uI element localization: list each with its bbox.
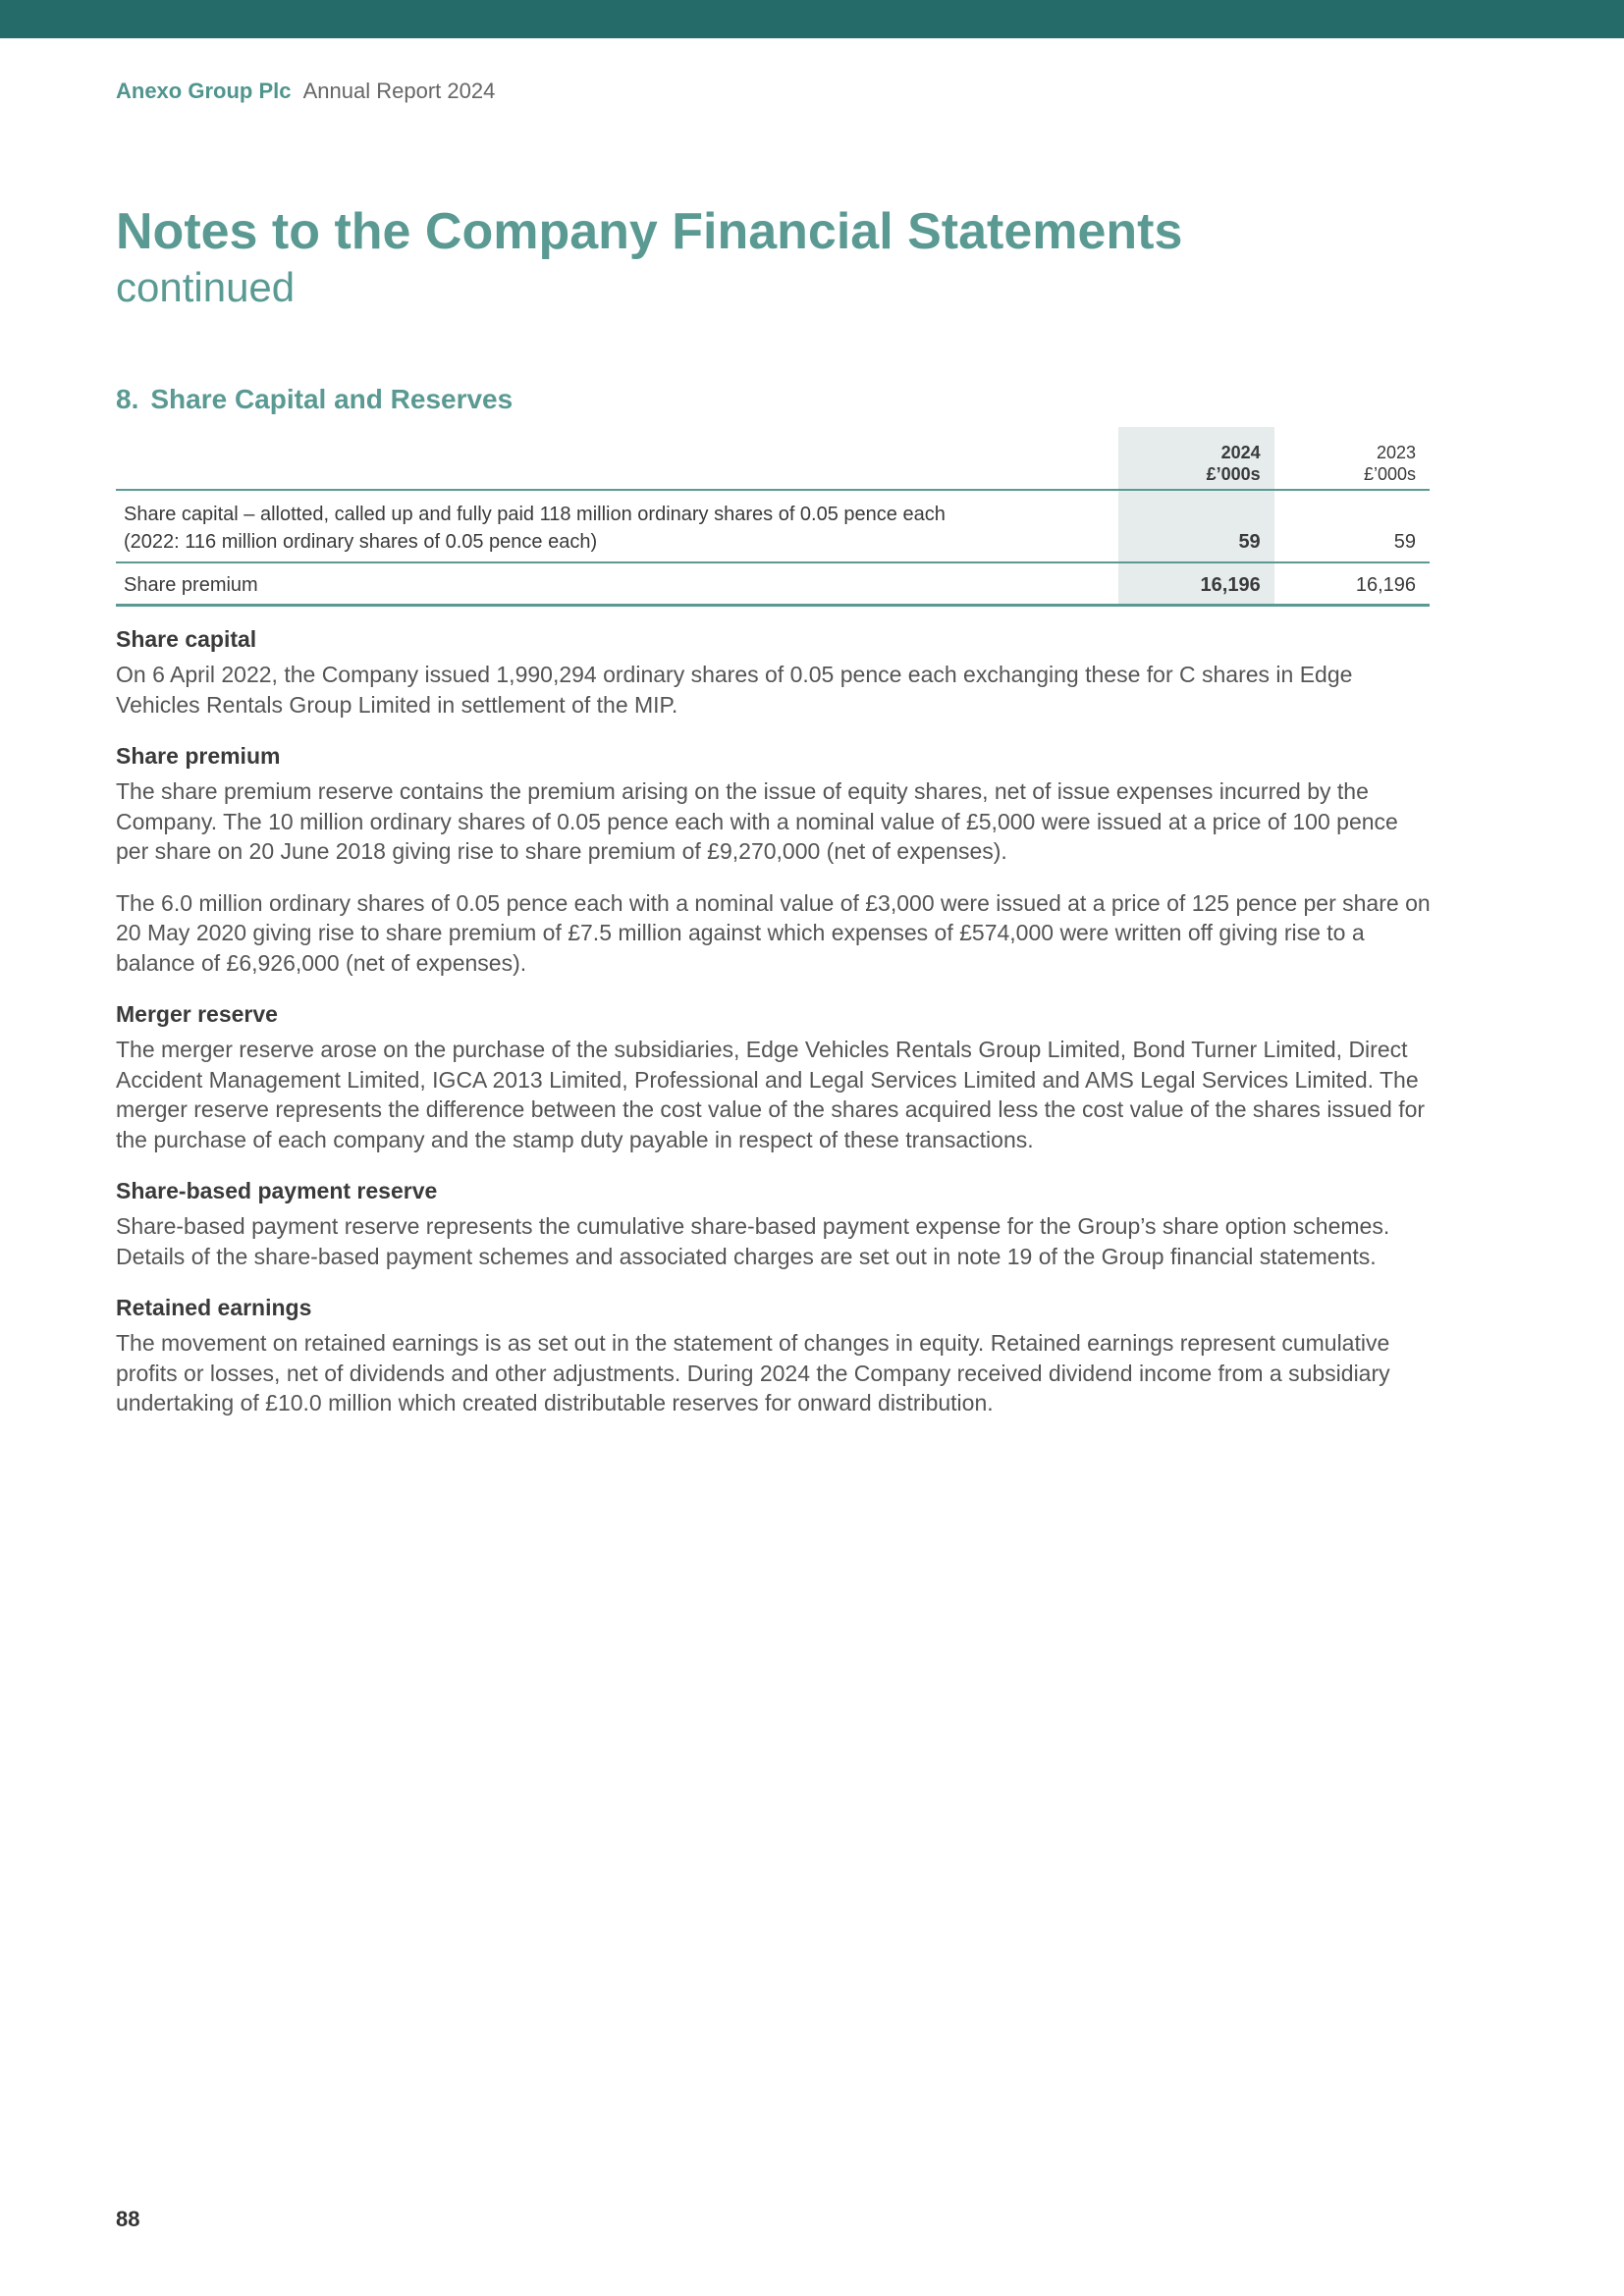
company-name: Anexo Group Plc: [116, 79, 292, 103]
share-capital-2024: 59: [1118, 490, 1273, 562]
retained-earnings-heading: Retained earnings: [116, 1295, 312, 1320]
share-capital-paragraph: On 6 April 2022, the Company issued 1,990,294 ordinary shares of 0.05 pence each exchanging these for C shares in Edge Vehicles Rentals Group Limited in settlement of the MIP.: [116, 662, 1353, 718]
table-header-row: [116, 427, 1430, 490]
table-row: [116, 490, 1430, 562]
section-number: 8.: [116, 384, 139, 414]
table-row: [116, 562, 1430, 606]
header-band: [0, 0, 1624, 38]
notes-body: [116, 624, 1432, 1440]
header-unit-2024: £’000s: [1206, 464, 1261, 484]
table-row-label: [116, 490, 1118, 562]
share-capital-label-line1: Share capital – allotted, called up and fully paid 118 million ordinary shares of 0.05 pence each: [124, 504, 946, 525]
table-header-label: [116, 427, 1118, 490]
merger-reserve-paragraph: The merger reserve arose on the purchase of the subsidiaries, Edge Vehicles Rentals Group Limited, Bond Turner Limited, Direct Accident Management Limited, IGCA 2013 Limited, Professional and Legal Services Limited and AMS Legal Services Limited. The merger reserve represents the difference between the cost value of the shares acquired less the cost value of the shares issued for the purchase of each company and the stamp duty payable in respect of these transactions.: [116, 1037, 1426, 1152]
retained-earnings-paragraph: The movement on retained earnings is as set out in the statement of changes in equity. Retained earnings represent cumulative profits or losses, net of dividends and other adjustments. During 2024 the Company received dividend income from a subsidiary undertaking of £10.0 million which created distributable reserves for onward distribution.: [116, 1330, 1390, 1415]
share-based-payment-paragraph: Share-based payment reserve represents the cumulative share-based payment expense for the Group’s share option schemes. Details of the share-based payment schemes and associated charges are set out in note 19 of the Group financial statements.: [116, 1213, 1390, 1269]
page-title: Notes to the Company Financial Statements: [116, 203, 1183, 260]
header-year-2023: 2023: [1376, 443, 1416, 462]
table-header-2023: [1274, 427, 1430, 490]
page-subtitle: continued: [116, 264, 296, 310]
report-name: Annual Report 2024: [302, 79, 496, 103]
share-premium-2024: 16,196: [1118, 562, 1273, 606]
section-heading: [116, 383, 513, 416]
header-unit-2023: £’000s: [1363, 464, 1416, 484]
share-premium-heading: Share premium: [116, 743, 281, 769]
page-number: 88: [116, 2207, 140, 2231]
share-capital-heading: Share capital: [116, 626, 257, 652]
share-premium-2023: 16,196: [1274, 562, 1430, 606]
share-premium-paragraph-1: The share premium reserve contains the premium arising on the issue of equity shares, net of issue expenses incurred by the Company. The 10 million ordinary shares of 0.05 pence each with a nominal value of £5,000 were issued at a price of 100 pence per share on 20 June 2018 giving rise to share premium of £9,270,000 (net of expenses).: [116, 778, 1398, 864]
running-header: [116, 79, 495, 104]
share-capital-table: [116, 427, 1430, 607]
merger-reserve-heading: Merger reserve: [116, 1001, 278, 1027]
share-based-payment-heading: Share-based payment reserve: [116, 1178, 438, 1203]
share-capital-label-line2: (2022: 116 million ordinary shares of 0.05 pence each): [124, 531, 598, 553]
header-year-2024: 2024: [1220, 443, 1261, 462]
section-title: Share Capital and Reserves: [150, 384, 514, 414]
share-capital-2023: 59: [1274, 490, 1430, 562]
share-premium-paragraph-2: The 6.0 million ordinary shares of 0.05 pence each with a nominal value of £3,000 were issued at a price of 125 pence per share on 20 May 2020 giving rise to share premium of £7.5 million against which expenses of £574,000 were written off giving rise to a balance of £6,926,000 (net of expenses).: [116, 889, 1431, 976]
share-premium-label: Share premium: [116, 562, 1118, 606]
table-header-2024: [1118, 427, 1273, 490]
